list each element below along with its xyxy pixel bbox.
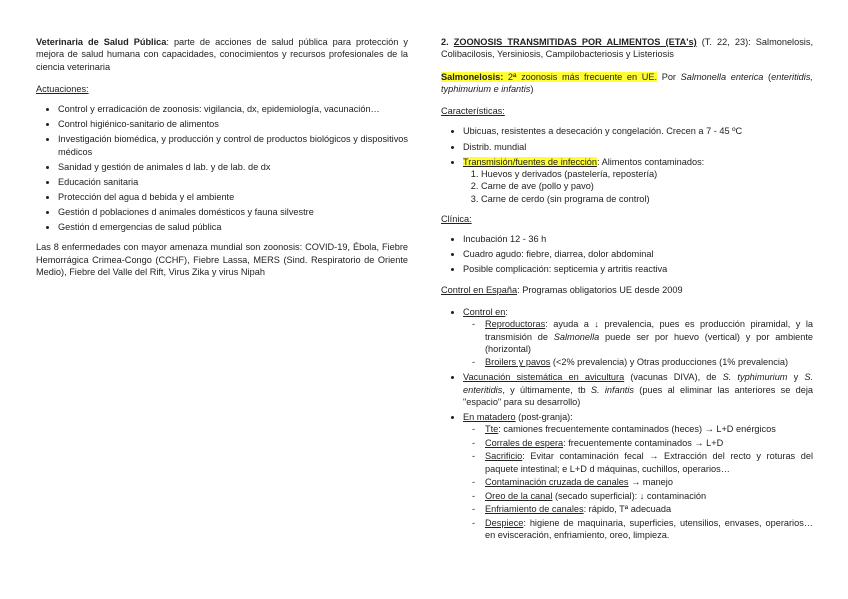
list-item: • Control y erradicación de zoonosis: vigilancia, dx, epidemiología, vacunación…	[58, 103, 408, 115]
section-number: 2.	[441, 37, 449, 47]
right-column	[441, 36, 813, 549]
list-item	[472, 490, 813, 502]
reproductoras-species: Salmonella	[553, 331, 600, 342]
clinica-heading	[441, 213, 813, 225]
broilers-text: (<2% prevalencia) y Otras producciones (1% prevalencia)	[550, 357, 789, 368]
matadero-item-label: Contaminación cruzada de canales	[485, 477, 629, 488]
intro-text: : parte de acciones de salud pública para protección y mejora de salud humana con capacidades, conocimientos y recursos profesionales de la ciencia veterinaria	[36, 37, 408, 72]
vacunacion-text-b: y	[787, 372, 805, 383]
vacunacion-label: Vacunación sistemática en avicultura	[463, 372, 625, 383]
matadero-item-label: Sacrificio	[485, 451, 523, 462]
list-item: • Gestión d poblaciones d animales domésticos y fauna silvestre	[58, 206, 408, 218]
transmision-label: Transmisión/fuentes de infección	[463, 156, 597, 167]
salmonelosis-por: Por	[657, 71, 681, 82]
section-heading	[441, 36, 813, 61]
vacunacion-text-d: (pues al eliminar las anteriores se deja "espacio" para su desarrollo)	[463, 384, 814, 407]
actuaciones-heading-text: Actuaciones:	[36, 83, 89, 94]
matadero-item-label: Enfriamiento de canales	[485, 504, 584, 515]
reproductoras-label: Reproductoras	[485, 319, 546, 330]
list-item	[463, 306, 813, 369]
list-item	[463, 411, 813, 541]
reproductoras-text-a: : ayuda a	[545, 319, 595, 330]
intro-paragraph	[36, 36, 408, 73]
control-espana-rest: : Programas obligatorios UE desde 2009	[517, 284, 683, 295]
list-item	[472, 318, 813, 355]
list-item	[472, 503, 813, 515]
reproductoras-text-c: puede ser por huevo (vertical) y por ambiente (horizontal)	[485, 331, 813, 354]
list-item	[463, 156, 813, 205]
actuaciones-list	[36, 103, 408, 233]
closing-paragraph: Las 8 enfermedades con mayor amenaza mundial son zoonosis: COVID-19, Ébola, Fiebre Hemorrágica Crimea-Congo (CCHF), Fiebre Lassa, MERS (Sind. Respiratorio de Oriente Medio), Fiebre del Valle del Rift, Virus Zika y virus Nipah	[36, 242, 408, 278]
section-rest: (T. 22, 23): Salmonelosis, Colibacilosis, Yersiniosis, Campilobacteriosis y Listeriosis	[441, 37, 813, 60]
list-item: • Protección del agua d bebida y el ambiente	[58, 191, 408, 203]
list-item: 1. Huevos y derivados (pastelería, repostería)	[481, 168, 813, 180]
matadero-label: En matadero	[463, 412, 516, 423]
salmonelosis-highlight: 2ª zoonosis más frecuente en UE.	[503, 71, 658, 82]
control-espana-paragraph	[441, 284, 813, 296]
list-item: • Distrib. mundial	[463, 141, 813, 153]
list-item	[472, 450, 813, 475]
matadero-item-text: : higiene de maquinaria, superficies, utensilios, envases, operarios… en evisceración, enfriamiento, oreo, limpieza.	[485, 517, 813, 540]
matadero-item-text: → manejo	[628, 477, 673, 488]
control-en-sublist	[463, 318, 813, 368]
matadero-item-label: Despiece	[485, 517, 524, 528]
list-item	[472, 356, 813, 368]
list-item: 3. Carne de cerdo (sin programa de control)	[481, 193, 813, 205]
vacunacion-species-1: S. typhimurium	[722, 372, 788, 383]
control-espana-heading: Control en España	[441, 284, 518, 295]
foods-list	[463, 168, 813, 205]
matadero-rest: (post-granja):	[515, 412, 573, 423]
broilers-label: Broilers y pavos	[485, 357, 551, 368]
matadero-item-label: Corrales de espera	[485, 437, 564, 448]
matadero-item-label: Oreo de la canal	[485, 490, 553, 501]
transmision-rest: : Alimentos contaminados:	[596, 156, 705, 167]
list-item: • Sanidad y gestión de animales d lab. y de lab. de dx	[58, 161, 408, 173]
vacunacion-species-2: S. enteritidis	[463, 372, 813, 395]
left-column	[36, 36, 408, 278]
caracteristicas-heading-text: Características:	[441, 106, 505, 117]
salmonella-species: Salmonella enterica	[680, 71, 764, 82]
list-item	[472, 476, 813, 488]
list-item: 2. Carne de ave (pollo y pavo)	[481, 180, 813, 192]
salmonella-serotypes: enteritidis, typhimurium e infantis	[441, 71, 813, 94]
clinica-heading-text: Clínica:	[441, 213, 472, 224]
list-item: • Investigación biomédica, y producción y control de productos biológicos y dispositivos médicos	[58, 133, 408, 158]
control-list	[441, 306, 813, 541]
salmonelosis-title: Salmonelosis:	[441, 71, 504, 82]
caracteristicas-heading	[441, 105, 813, 117]
control-en-label: Control en	[463, 306, 506, 317]
clinica-list	[441, 233, 813, 275]
list-item: • Control higiénico-sanitario de alimentos	[58, 118, 408, 130]
caracteristicas-list	[441, 125, 813, 204]
matadero-item-text: (secado superficial): ↓ contaminación	[552, 490, 707, 501]
list-item: • Incubación 12 - 36 h	[463, 233, 813, 245]
reproductoras-text-b: prevalencia, pues es producción piramidal, y la transmisión de	[485, 319, 813, 342]
salmonelosis-paren-open: (	[763, 71, 772, 82]
matadero-item-text: : Evitar contaminación fecal → Extracción del recto y roturas del paquete intestinal; e L+D d máquinas, cuchillos, operarios…	[485, 451, 813, 474]
vacunacion-species-3: S. infantis	[590, 384, 634, 395]
list-item: • Gestión d emergencias de salud pública	[58, 221, 408, 233]
vacunacion-text-c: , y últimamente, tb	[502, 384, 591, 395]
list-item	[472, 423, 813, 435]
list-item	[463, 371, 813, 408]
matadero-item-label: Tte	[485, 424, 499, 435]
section-title: ZOONOSIS TRANSMITIDAS POR ALIMENTOS (ETA's)	[453, 37, 697, 47]
matadero-item-text: : rápido, Tª adecuada	[583, 504, 672, 515]
list-item: • Posible complicación: septicemia y artritis reactiva	[463, 263, 813, 275]
matadero-sublist	[463, 423, 813, 541]
down-arrow-icon: ↓	[594, 319, 599, 330]
list-item: • Cuadro agudo: fiebre, diarrea, dolor abdominal	[463, 248, 813, 260]
list-item: • Ubicuas, resistentes a desecación y congelación. Crecen a 7 - 45 ºC	[463, 125, 813, 137]
list-item	[472, 437, 813, 449]
control-en-colon: :	[505, 306, 508, 317]
matadero-item-text: : frecuentemente contaminados → L+D	[563, 437, 724, 448]
list-item: • Educación sanitaria	[58, 176, 408, 188]
matadero-item-text: : camiones frecuentemente contaminados (heces) → L+D enérgicos	[498, 424, 776, 435]
actuaciones-heading	[36, 83, 408, 95]
intro-title: Veterinaria de Salud Pública	[36, 37, 167, 47]
list-item	[472, 517, 813, 542]
salmonelosis-paren-close: )	[530, 83, 534, 94]
salmonelosis-paragraph	[441, 71, 813, 96]
vacunacion-text-a: (vacunas DIVA), de	[624, 372, 723, 383]
